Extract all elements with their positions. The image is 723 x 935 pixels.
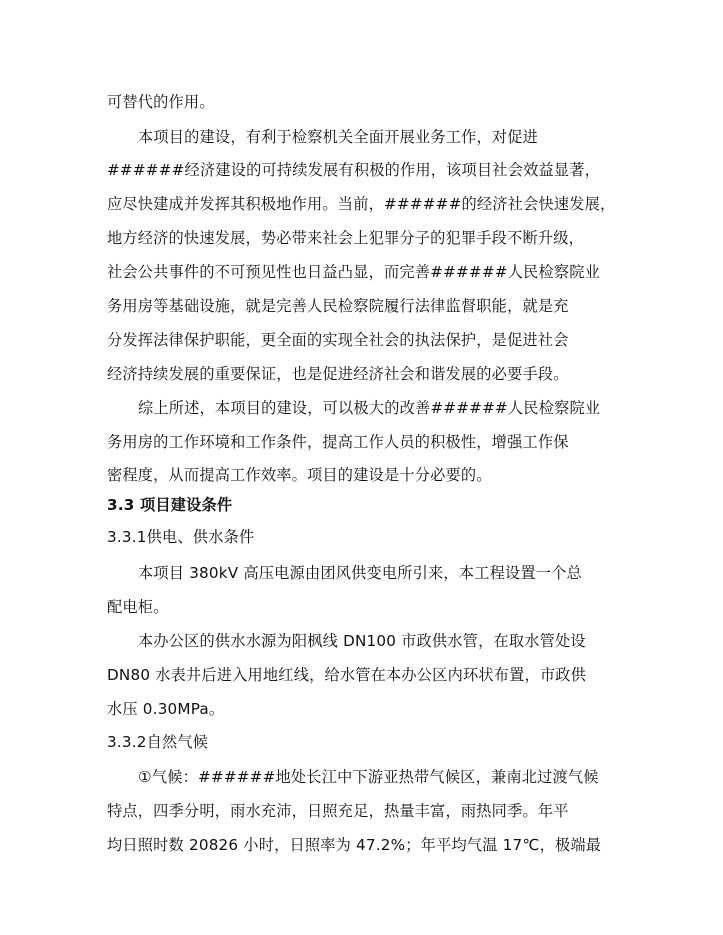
text-line: 密程度，从而提高工作效率。项目的建设是十分必要的。 — [107, 466, 492, 484]
paragraph-start: 本项目的建设，有利于检察机关全面开展业务工作，对促进 — [138, 128, 539, 146]
text-line: 经济持续发展的重要保证，也是促进经济社会和谐发展的必要手段。 — [107, 365, 569, 383]
text-line: 均日照时数 20826 小时，日照率为 47.2%；年平均气温 17℃，极端最 — [107, 836, 602, 854]
paragraph-start: 本项目 380kV 高压电源由团风供变电所引来，本工程设置一个总 — [138, 564, 582, 582]
text-line: 应尽快建成并发挥其积极地作用。当前，######的经济社会快速发展， — [107, 195, 616, 213]
text-line: ######经济建设的可持续发展有积极的作用，该项目社会效益显著， — [107, 161, 601, 179]
subsection-heading: 3.3.2自然气候 — [107, 733, 209, 751]
text-line: 水压 0.30MPa。 — [107, 700, 225, 718]
paragraph-start: ①气候：######地处长江中下游亚热带气候区，兼南北过渡气候 — [138, 768, 599, 786]
text-line: 务用房等基础设施，就是完善人民检察院履行法律监督职能，就是充 — [107, 297, 569, 315]
text-line: 分发挥法律保护职能，更全面的实现全社会的执法保护，是促进社会 — [107, 331, 569, 349]
section-heading: 3.3 项目建设条件 — [107, 496, 233, 514]
text-line: DN80 水表井后进入用地红线，给水管在本办公区内环状布置，市政供 — [107, 666, 587, 684]
text-line: 配电柜。 — [107, 598, 169, 616]
text-line: 社会公共事件的不可预见性也日益凸显，而完善######人民检察院业 — [107, 263, 601, 281]
text-line: 可替代的作用。 — [107, 93, 215, 111]
paragraph-start: 本办公区的供水水源为阳枫线 DN100 市政供水管，在取水管处设 — [138, 632, 586, 650]
subsection-heading: 3.3.1供电、供水条件 — [107, 528, 255, 546]
text-line: 地方经济的快速发展，势必带来社会上犯罪分子的犯罪手段不断升级， — [107, 229, 585, 247]
text-line: 特点，四季分明，雨水充沛，日照充足，热量丰富，雨热同季。年平 — [107, 802, 569, 820]
paragraph-start: 综上所述，本项目的建设，可以极大的改善######人民检察院业 — [138, 399, 601, 417]
text-line: 务用房的工作环境和工作条件，提高工作人员的积极性，增强工作保 — [107, 433, 569, 451]
